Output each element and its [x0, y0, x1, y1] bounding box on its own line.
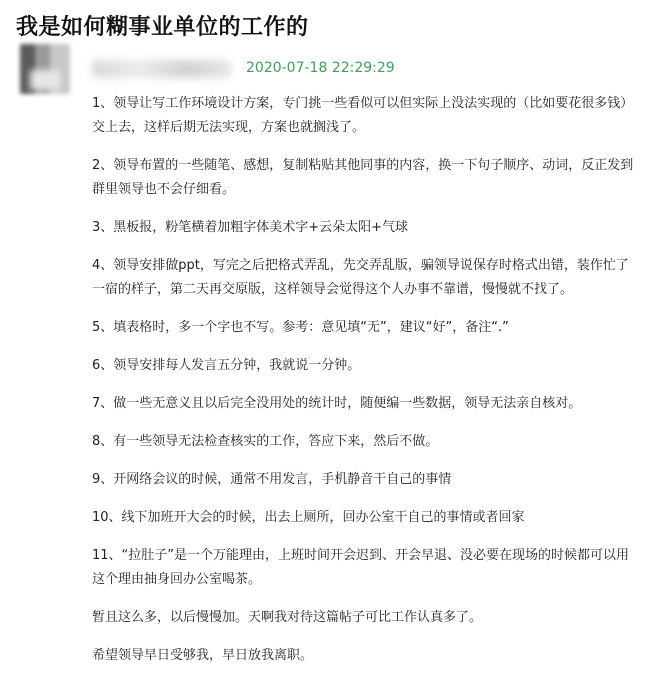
username-blurred[interactable]	[92, 60, 232, 78]
post-paragraph-5: 5、填表格时，多一个字也不写。参考：意见填“无”，建议“好”，备注“.”	[92, 320, 509, 335]
post-paragraph-9: 9、开网络会议的时候，通常不用发言，手机静音干自己的事情	[92, 472, 452, 487]
post-paragraph-4: 4、领导安排做ppt，写完之后把格式弄乱，先交弄乱版，骗领导说保存时格式出错，装作忙了一宿的样子，第二天再交原版，这样领导会觉得这个人办事不靠谱，慢慢就不找了。	[92, 258, 629, 297]
page-title: 我是如何糊事业单位的工作的	[16, 15, 309, 40]
avatar[interactable]	[20, 44, 70, 94]
post-paragraph-8: 8、有一些领导无法检查核实的工作，答应下来，然后不做。	[92, 434, 439, 449]
post-body	[92, 92, 640, 682]
post-paragraph-closing-1: 暂且这么多，以后慢慢加。天啊我对待这篇帖子可比工作认真多了。	[92, 610, 483, 625]
post-timestamp: 2020-07-18 22:29:29	[246, 60, 395, 76]
post-paragraph-11: 11、“拉肚子”是一个万能理由，上班时间开会迟到、开会早退、没必要在现场的时候都可以用这个理由抽身回办公室喝茶。	[92, 548, 630, 587]
post-paragraph-7: 7、做一些无意义且以后完全没用处的统计时，随便编一些数据，领导无法亲自核对。	[92, 396, 582, 411]
post-paragraph-1: 1、领导让写工作环境设计方案，专门挑一些看似可以但实际上没法实现的（比如要花很多钱）交上去，这样后期无法实现，方案也就搁浅了。	[92, 96, 634, 135]
post-paragraph-6: 6、领导安排每人发言五分钟，我就说一分钟。	[92, 358, 361, 373]
post-paragraph-2: 2、领导布置的一些随笔、感想，复制粘贴其他同事的内容，换一下句子顺序、动词，反正发到群里领导也不会仔细看。	[92, 158, 634, 197]
post-paragraph-closing-2: 希望领导早日受够我，早日放我离职。	[92, 648, 314, 663]
post-paragraph-3: 3、黑板报，粉笔横着加粗字体美术字+云朵太阳+气球	[92, 220, 409, 235]
post-paragraph-10: 10、线下加班开大会的时候，出去上厕所，回办公室干自己的事情或者回家	[92, 510, 525, 525]
